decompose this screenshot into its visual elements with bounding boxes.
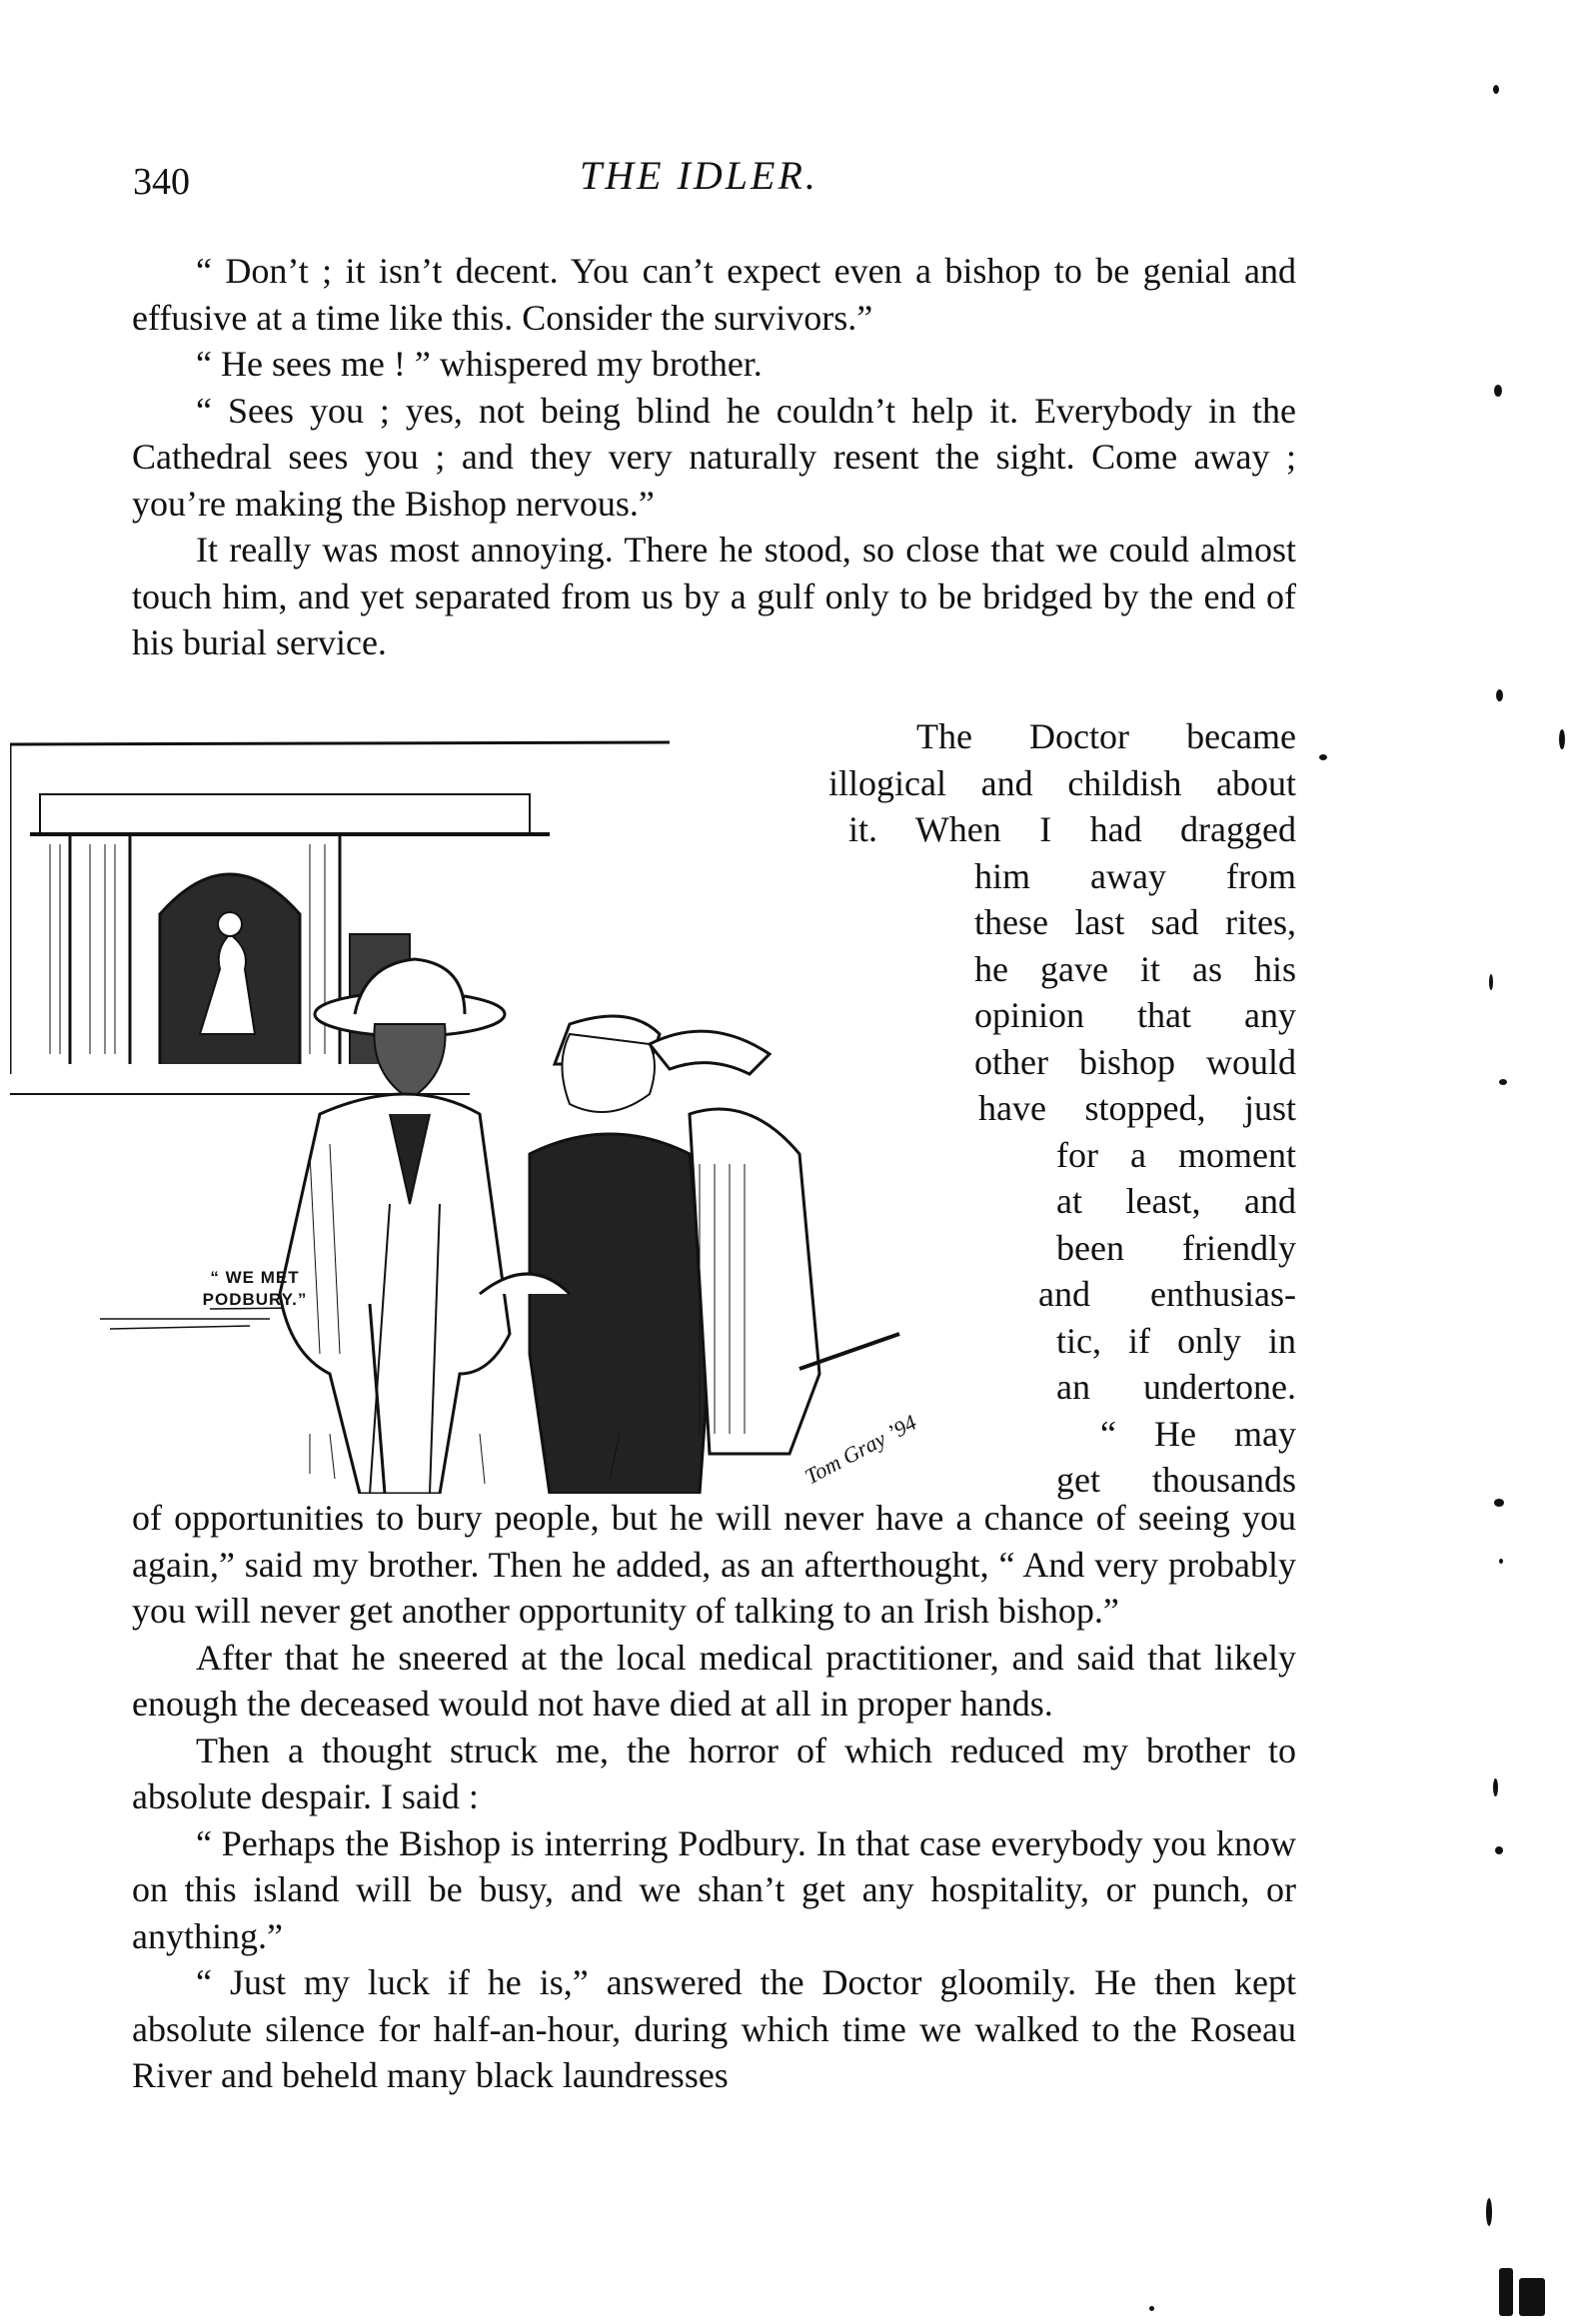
wrapped-line: for a moment — [1056, 1134, 1296, 1175]
paragraph: “ Sees you ; yes, not being blind he couldn’t help it. Everybody in the Cathedral sees you ; and they very naturally resent the sight. Come away ; you’re making the Bishop nervous.” — [132, 390, 1296, 524]
illustration-caption: “ WE MET PODBURY.” — [202, 1268, 308, 1309]
paragraph: “ Perhaps the Bishop is interring Podbury. In that case everybody you know on this island will be busy, and we shan’t get any hospitality, or punch, or anything.” — [132, 1822, 1296, 1956]
scan-speck — [1486, 2198, 1492, 2226]
illustration-we-met-podbury — [10, 734, 1039, 1494]
page-number: 340 — [133, 161, 190, 203]
paragraph: It really was most annoying. There he stood, so close that we could almost touch him, and yet separated from us by a gulf only to be bridged by the end of his burial service. — [132, 530, 1296, 662]
scan-speck — [1499, 2268, 1513, 2316]
wrapped-line: tic, if only in — [1056, 1320, 1296, 1361]
text-block-bottom — [132, 1495, 1296, 2099]
paragraph: “ He sees me ! ” whispered my brother. — [196, 344, 763, 384]
wrapped-line: get thousands — [1056, 1460, 1296, 1500]
wrapped-line: he gave it as his — [974, 948, 1296, 989]
wrapped-line: illogical and childish about — [828, 762, 1296, 803]
wrapped-line: other bishop would — [974, 1041, 1296, 1082]
scan-speck — [1489, 974, 1493, 990]
wrapped-line: “ He may — [1100, 1413, 1296, 1454]
scan-speck — [1494, 385, 1502, 397]
scan-speck — [1499, 1079, 1507, 1085]
wrapped-line: it. When I had dragged — [848, 809, 1296, 849]
wrapped-line: these last sad rites, — [974, 902, 1296, 942]
wrapped-line: opinion that any — [974, 995, 1296, 1035]
paragraph: “ Just my luck if he is,” answered the Doctor gloomily. He then kept absolute silence for half-an-hour, during which time we walked to the Roseau River and beheld many black laundresses — [132, 1962, 1296, 2095]
wrapped-line: him away from — [974, 855, 1296, 896]
wrapped-line: have stopped, just — [978, 1088, 1296, 1128]
paragraph: “ Don’t ; it isn’t decent. You can’t expect even a bishop to be genial and effusive at a time like this. Consider the survivors.” — [132, 251, 1296, 338]
scan-speck — [1499, 1559, 1503, 1564]
artist-signature: Tom Gray ’94 — [800, 1409, 921, 1490]
running-title: THE IDLER. — [580, 153, 818, 198]
scan-speck — [1494, 1499, 1504, 1507]
scan-speck — [1559, 729, 1565, 749]
paragraph: of opportunities to bury people, but he will never have a chance of seeing you again,” said my brother. Then he added, as an afterthought, “ And very probably you will never get another opportunity of talking to an Irish bishop.” — [132, 1498, 1296, 1631]
wrapped-line: The Doctor became — [916, 716, 1296, 756]
scan-speck — [1495, 1846, 1503, 1854]
scan-speck — [1496, 689, 1503, 701]
wrapped-line: and enthusias- — [1038, 1274, 1296, 1314]
scan-speck — [1149, 2306, 1154, 2311]
text-block-top — [132, 248, 1296, 666]
paragraph: Then a thought struck me, the horror of which reduced my brother to absolute despair. I said : — [132, 1730, 1296, 1816]
wrapped-line: been friendly — [1056, 1227, 1296, 1268]
scan-speck — [1319, 754, 1327, 760]
wrapped-line: at least, and — [1056, 1181, 1296, 1221]
scan-speck — [1519, 2278, 1545, 2316]
paragraph: After that he sneered at the local medical practitioner, and said that likely enough the deceased would not have died at all in proper hands. — [132, 1637, 1296, 1724]
wrapped-line: an undertone. — [1056, 1367, 1296, 1407]
scan-speck — [1493, 1778, 1498, 1796]
scan-speck — [1493, 85, 1499, 94]
